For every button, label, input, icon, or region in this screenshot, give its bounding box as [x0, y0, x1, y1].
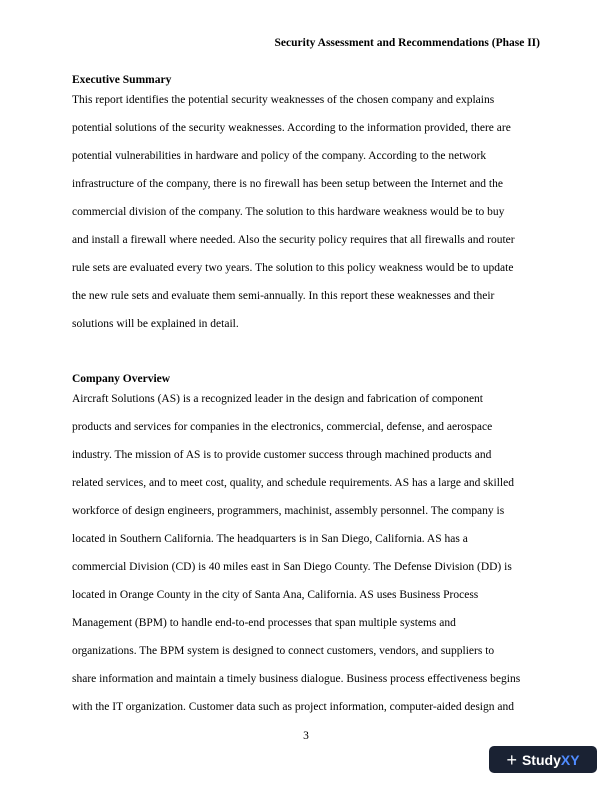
- text-line: located in Southern California. The headquarters is in San Diego, California. AS has a: [72, 533, 468, 545]
- section-heading: Company Overview: [72, 373, 171, 385]
- text-line: infrastructure of the company, there is no firewall has been setup between the Internet and the: [72, 178, 503, 190]
- section-heading: Executive Summary: [72, 74, 172, 86]
- text-line: with the IT organization. Customer data such as project information, computer-aided design and: [72, 701, 514, 713]
- text-line: products and services for companies in the electronics, commercial, defense, and aerospace: [72, 421, 493, 433]
- text-line: commercial division of the company. The solution to this hardware weakness would be to buy: [72, 206, 505, 218]
- text-line: solutions will be explained in detail.: [72, 318, 239, 330]
- text-line: Aircraft Solutions (AS) is a recognized leader in the design and fabrication of component: [72, 393, 483, 405]
- badge-brand-text: Study: [521, 751, 561, 768]
- badge-brand: [522, 752, 580, 768]
- badge-brand-accent: XY: [560, 751, 580, 768]
- company-overview-section: [72, 369, 542, 725]
- plus-icon: +: [506, 749, 517, 770]
- company-overview-paragraph: [72, 389, 542, 725]
- text-line: located in Orange County in the city of Santa Ana, California. AS uses Business Process: [72, 589, 479, 601]
- text-line: Management (BPM) to handle end-to-end processes that span multiple systems and: [72, 617, 456, 629]
- text-line: commercial Division (CD) is 40 miles east in San Diego County. The Defense Division (DD) is: [72, 561, 512, 573]
- page-number: 3: [303, 730, 309, 742]
- studyxy-badge[interactable]: [489, 746, 597, 773]
- executive-summary-section: [72, 70, 542, 342]
- text-line: related services, and to meet cost, quality, and schedule requirements. AS has a large and skilled: [72, 477, 514, 489]
- text-line: and install a firewall where needed. Also the security policy requires that all firewalls and router: [72, 234, 515, 246]
- executive-summary-paragraph: [72, 90, 542, 342]
- text-line: rule sets are evaluated every two years. The solution to this policy weakness would be to update: [72, 262, 514, 274]
- text-line: potential vulnerabilities in hardware and policy of the company. According to the network: [72, 150, 487, 162]
- text-line: share information and maintain a timely business dialogue. Business process effectiveness begins: [72, 673, 521, 685]
- running-header: Security Assessment and Recommendations (Phase II): [274, 37, 540, 49]
- text-line: the new rule sets and evaluate them semi-annually. In this report these weaknesses and their: [72, 290, 495, 302]
- text-line: workforce of design engineers, programmers, machinist, assembly personnel. The company is: [72, 505, 505, 517]
- text-line: industry. The mission of AS is to provide customer success through machined products and: [72, 449, 492, 461]
- text-line: potential solutions of the security weaknesses. According to the information provided, there are: [72, 122, 511, 134]
- text-line: This report identifies the potential security weaknesses of the chosen company and explains: [72, 94, 495, 106]
- text-line: organizations. The BPM system is designed to connect customers, vendors, and suppliers to: [72, 645, 495, 657]
